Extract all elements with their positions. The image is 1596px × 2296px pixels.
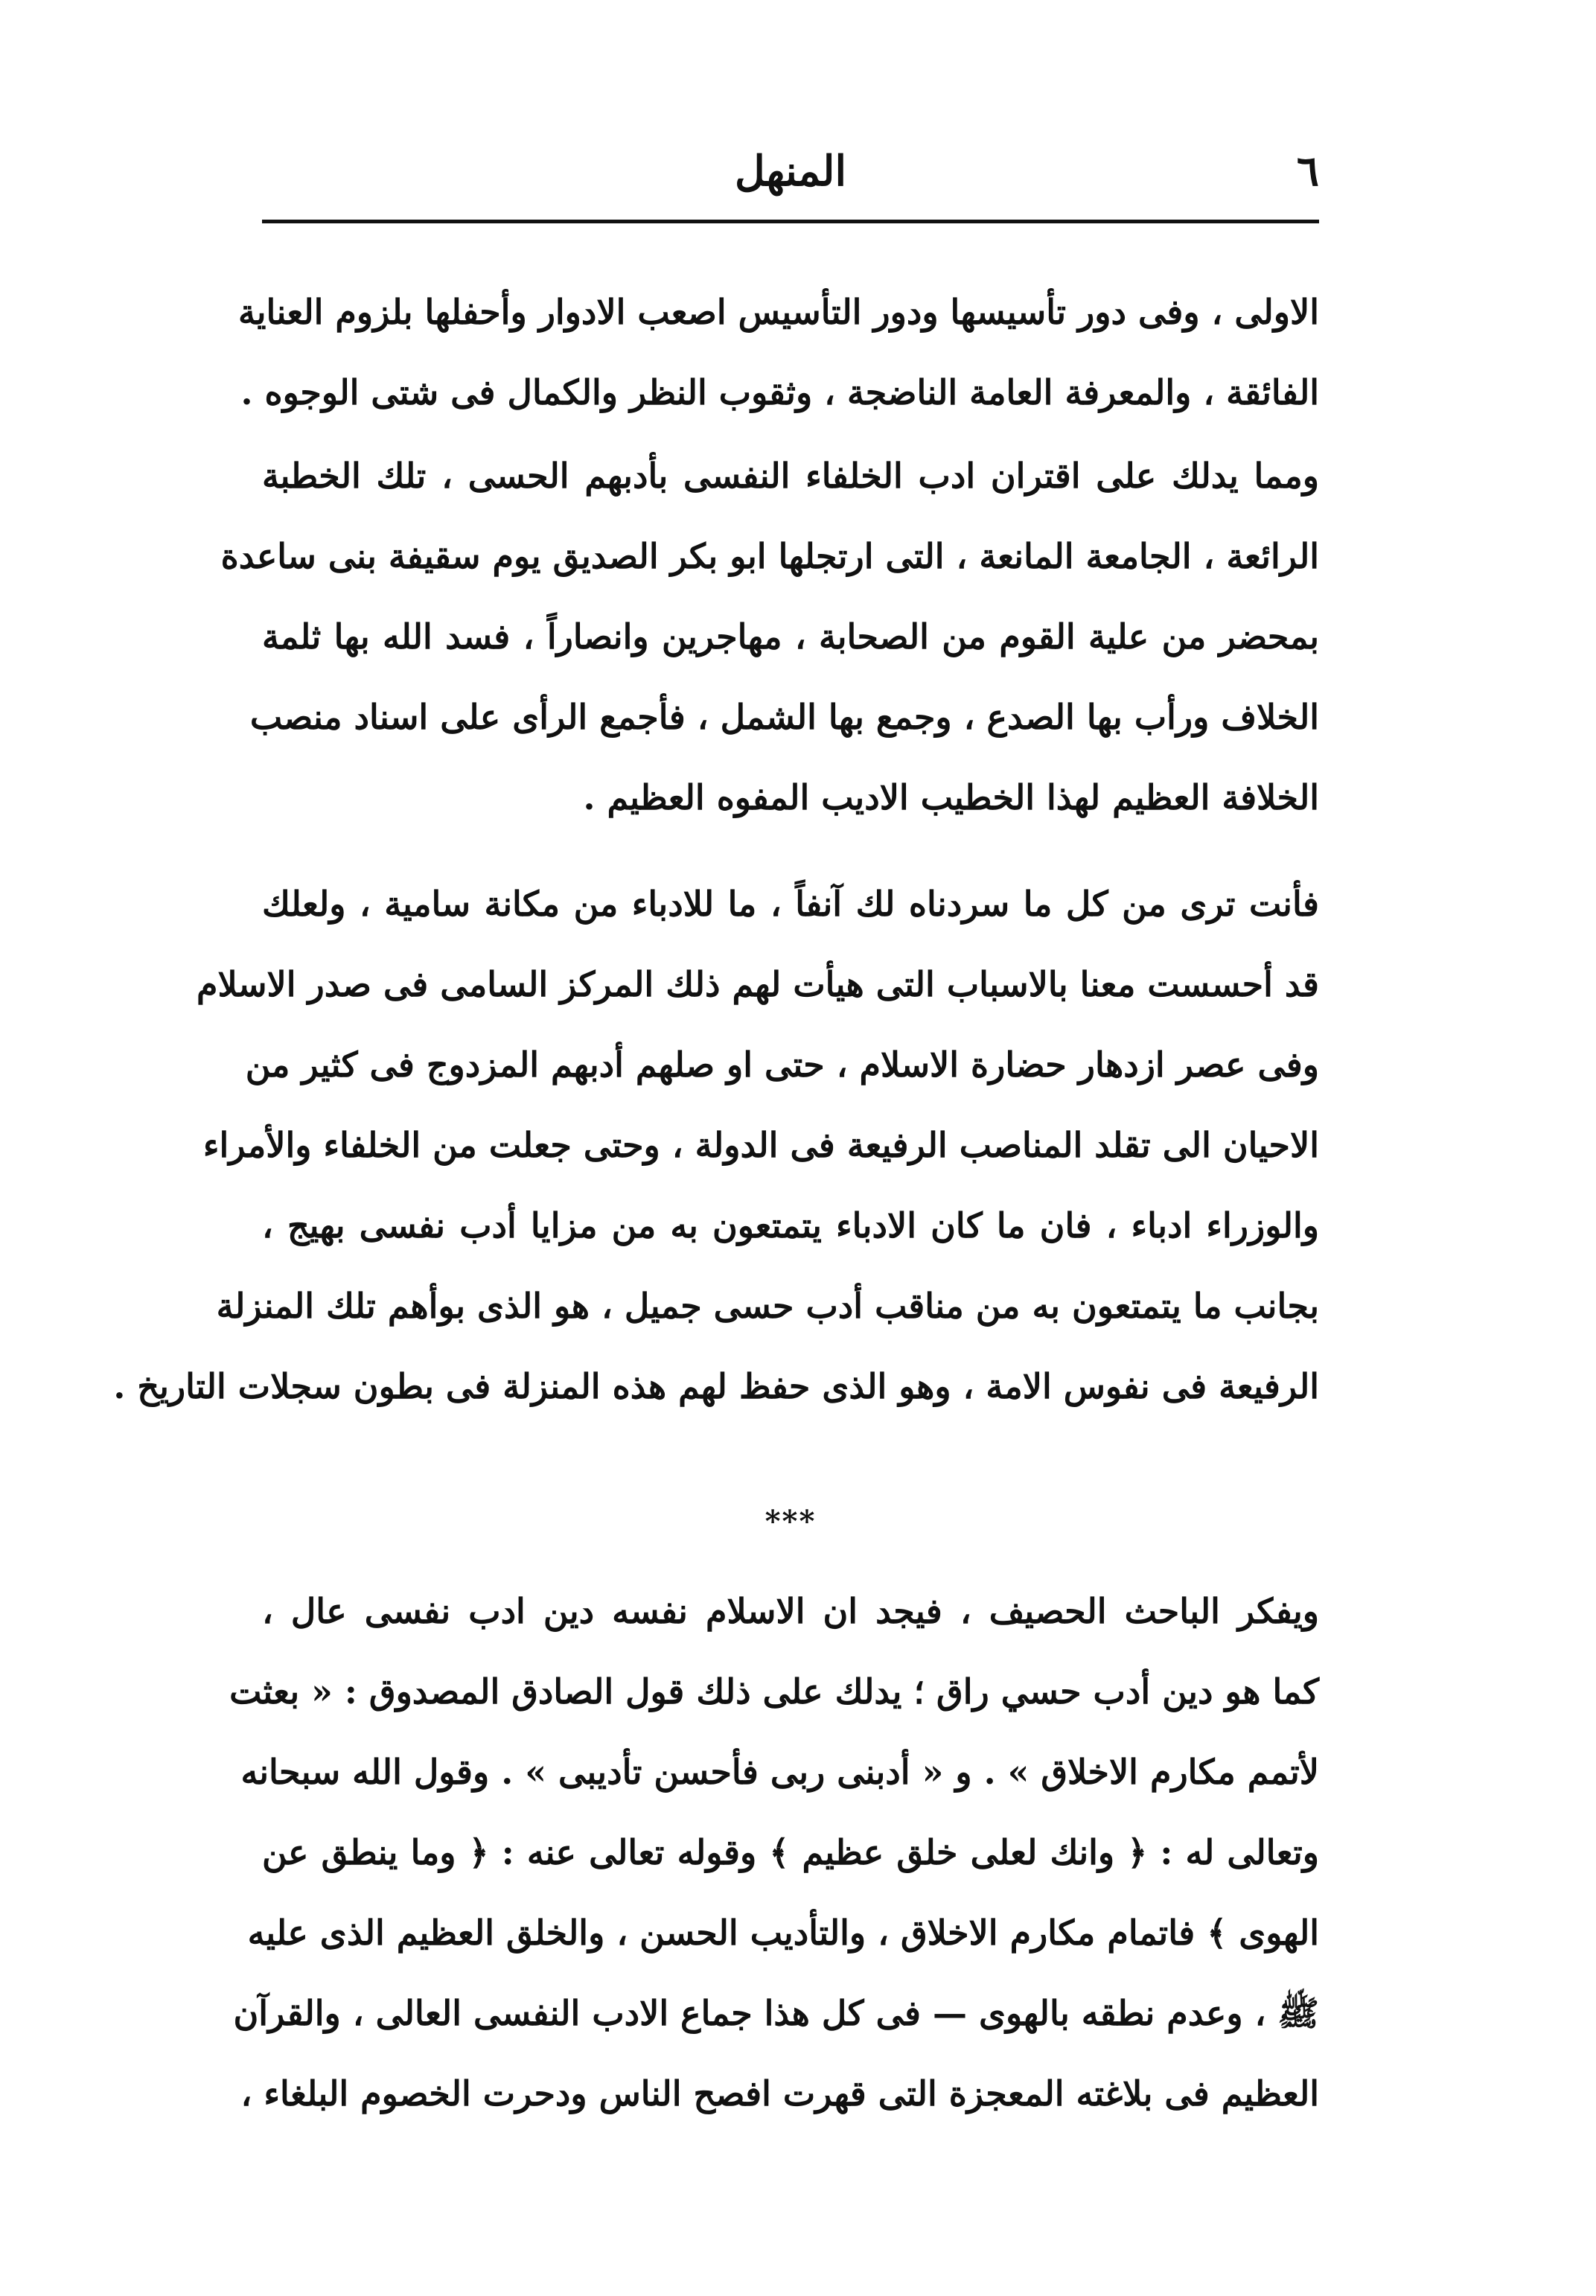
text-line: فأنت ترى من كل ما سردناه لك آنفاً ، ما للادباء من مكانة سامية ، ولعلك bbox=[262, 884, 1319, 924]
header-rule bbox=[262, 220, 1319, 223]
running-title: المنهل bbox=[734, 147, 847, 196]
text-line: وتعالى له : ﴿ وانك لعلى خلق عظيم ﴾ وقوله تعالى عنه : ﴿ وما ينطق عن bbox=[262, 1832, 1319, 1872]
text-line: ومما يدلك على اقتران ادب الخلفاء النفسى بأدبهم الحسى ، تلك الخطبة bbox=[262, 456, 1319, 496]
text-line: لأتمم مكارم الاخلاق » . و « أدبنى ربى فأحسن تأديبى » . وقول الله سبحانه bbox=[240, 1752, 1319, 1792]
paragraph-1 bbox=[238, 272, 1319, 433]
text-line: بمحضر من علية القوم من الصحابة ، مهاجرين وانصاراً ، فسد الله بها ثلمة bbox=[262, 616, 1319, 657]
text-line: قد أحسست معنا بالاسباب التى هيأت لهم ذلك المركز السامى فى صدر الاسلام bbox=[197, 964, 1319, 1004]
paragraph-4 bbox=[229, 1571, 1319, 2134]
text-line: الفائقة ، والمعرفة العامة الناضجة ، وثقوب النظر والكمال فى شتى الوجوه . bbox=[240, 372, 1319, 412]
section-separator: *** bbox=[765, 1504, 817, 1539]
text-line: الهوى ﴾ فاتمام مكارم الاخلاق ، والتأديب الحسن ، والخلق العظيم الذى عليه bbox=[247, 1913, 1319, 1953]
text-line: وفى عصر ازدهار حضارة الاسلام ، حتى او صلهم أدبهم المزدوج فى كثير من bbox=[245, 1045, 1319, 1085]
text-line: الخلاف ورأب بها الصدع ، وجمع بها الشمل ، فأجمع الرأى على اسناد منصب bbox=[249, 697, 1319, 737]
text-line: العظيم فى بلاغته المعجزة التى قهرت افصح الناس ودحرت الخصوم البلغاء ، bbox=[240, 2073, 1319, 2114]
text-line: الخلافة العظيم لهذا الخطيب الاديب المفوه العظيم . bbox=[583, 777, 1319, 817]
paragraph-2 bbox=[220, 436, 1319, 838]
text-line: ويفكر الباحث الحصيف ، فيجد ان الاسلام نفسه دين ادب نفسى عال ، bbox=[262, 1591, 1319, 1631]
running-head bbox=[262, 141, 1319, 201]
text-line: الاولى ، وفى دور تأسيسها ودور التأسيس اصعب الادوار وأحفلها بلزوم العناية bbox=[238, 292, 1319, 332]
text-line: كما هو دين أدب حسي راق ؛ يدلك على ذلك قول الصادق المصدوق : « بعثت bbox=[229, 1671, 1319, 1712]
text-line: الرائعة ، الجامعة المانعة ، التى ارتجلها ابو بكر الصديق يوم سقيفة بنى ساعدة bbox=[220, 536, 1319, 576]
text-line: بجانب ما يتمتعون به من مناقب أدب حسى جميل ، هو الذى بوأهم تلك المنزلة bbox=[216, 1286, 1319, 1326]
page-number: ٦ bbox=[1296, 147, 1319, 196]
text-line: والوزراء ادباء ، فان ما كان الادباء يتمتعون به من مزايا أدب نفسى بهيج ، bbox=[262, 1205, 1319, 1246]
text-line: الاحيان الى تقلد المناصب الرفيعة فى الدولة ، وحتى جعلت من الخلفاء والأمراء bbox=[202, 1125, 1319, 1165]
text-line: ﷺ ، وعدم نطقه بالهوى — فى كل هذا جماع الادب النفسى العالى ، والقرآن bbox=[233, 1993, 1319, 2033]
text-line: الرفيعة فى نفوس الامة ، وهو الذى حفظ لهم هذه المنزلة فى بطون سجلات التاريخ . bbox=[113, 1366, 1319, 1406]
paragraph-3 bbox=[113, 864, 1319, 1426]
